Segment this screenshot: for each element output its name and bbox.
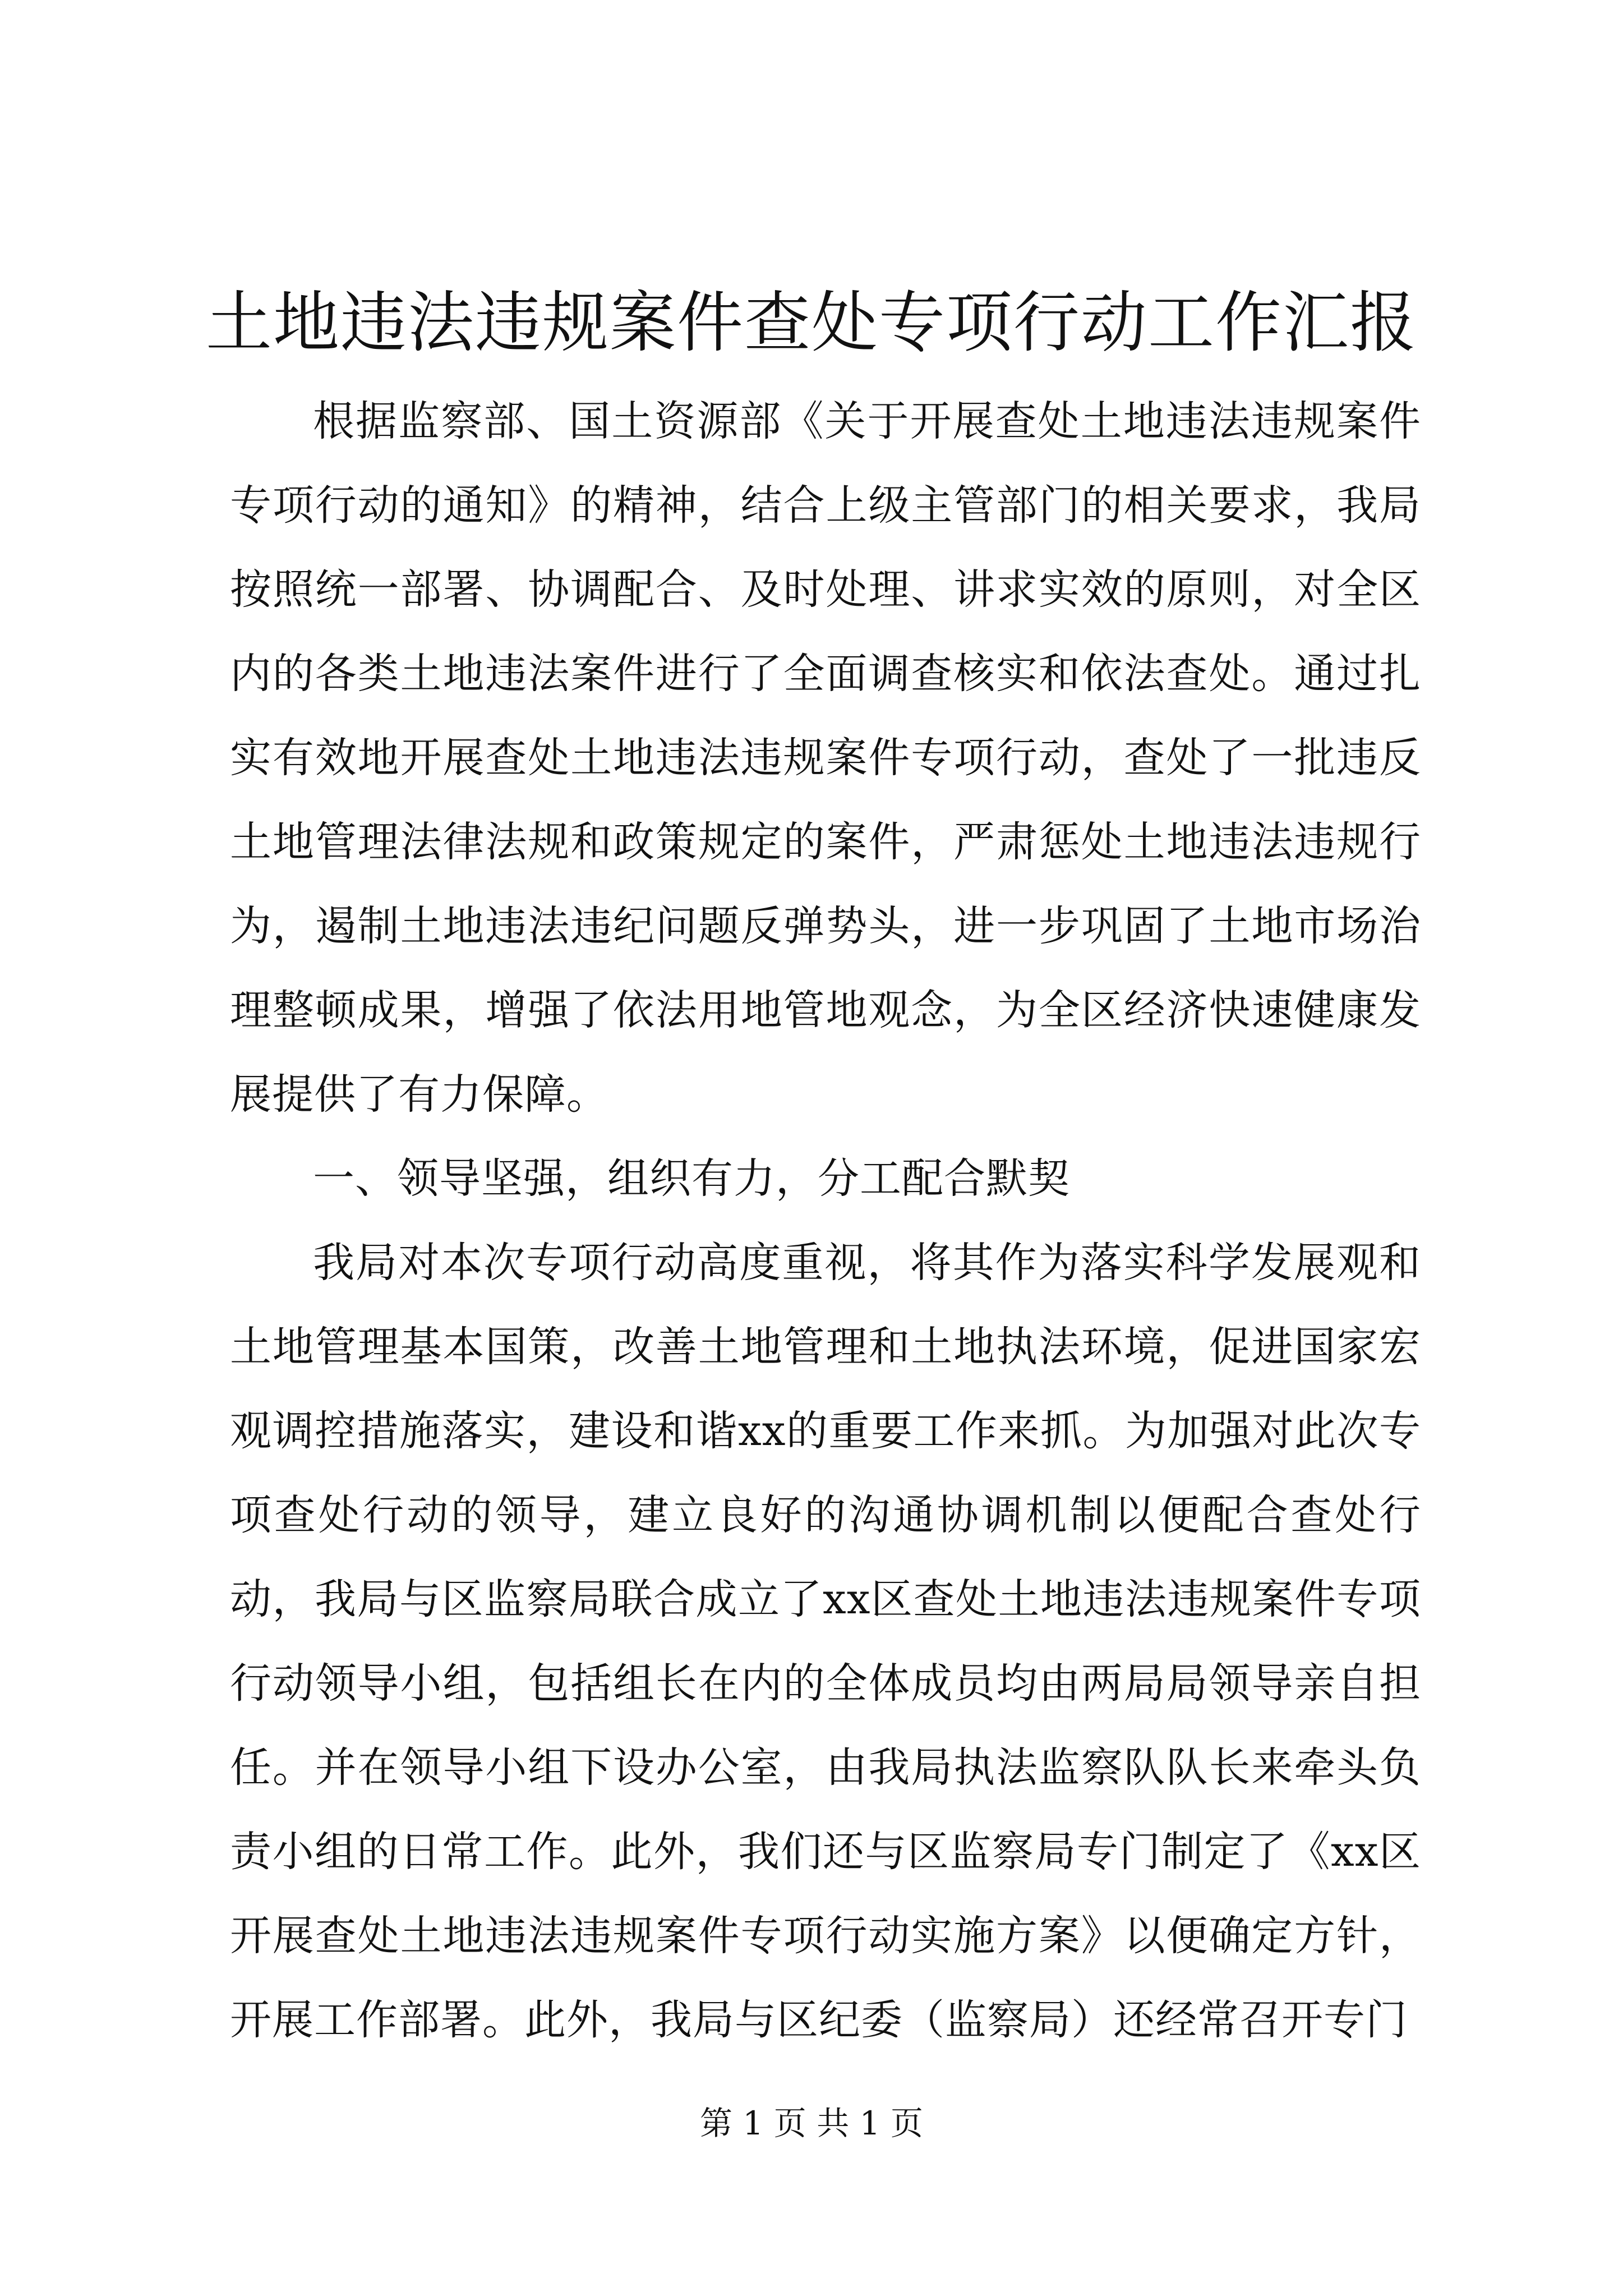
section-heading-1: 一、领导坚强，组织有力，分工配合默契 [313, 1154, 1070, 1203]
document-body [230, 379, 1421, 2062]
document-title: 土地违法违规案件查处专项行动工作汇报 [205, 284, 1417, 361]
paragraph-intro: 根据监察部、国土资源部《关于开展查处土地违法违规案件专项行动的通知》的精神，结合上级主管部门的相关要求，我局按照统一部署、协调配合、及时处理、讲求实效的原则，对全区内的各类土地违法案件进行了全面调查核实和依法查处。通过扎实有效地开展查处土地违法违规案件专项行动，查处了一批违反土地管理法律法规和政策规定的案件，严肃惩处土地违法违规行为，遏制土地违法违纪问题反弹势头，进一步巩固了土地市场治理整顿成果，增强了依法用地管地观念，为全区经济快速健康发展提供了有力保障。 [230, 397, 1421, 1119]
page-footer: 第 1 页 共 1 页 [700, 2104, 923, 2142]
paragraph-section-1: 我局对本次专项行动高度重视，将其作为落实科学发展观和土地管理基本国策，改善土地管理和土地执法环境，促进国家宏观调控措施落实，建设和谐xx的重要工作来抓。为加强对此次专项查处行动的领导，建立良好的沟通协调机制以便配合查处行动，我局与区监察局联合成立了xx区查处土地违法违规案件专项行动领导小组，包括组长在内的全体成员均由两局局领导亲自担任。并在领导小组下设办公室，由我局执法监察队队长来牵头负责小组的日常工作。此外，我们还与区监察局专门制定了《xx区开展查处土地违法违规案件专项行动实施方案》以便确定方针，开展工作部署。此外，我局与区纪委（监察局）还经常召开专门 [230, 1239, 1421, 2044]
